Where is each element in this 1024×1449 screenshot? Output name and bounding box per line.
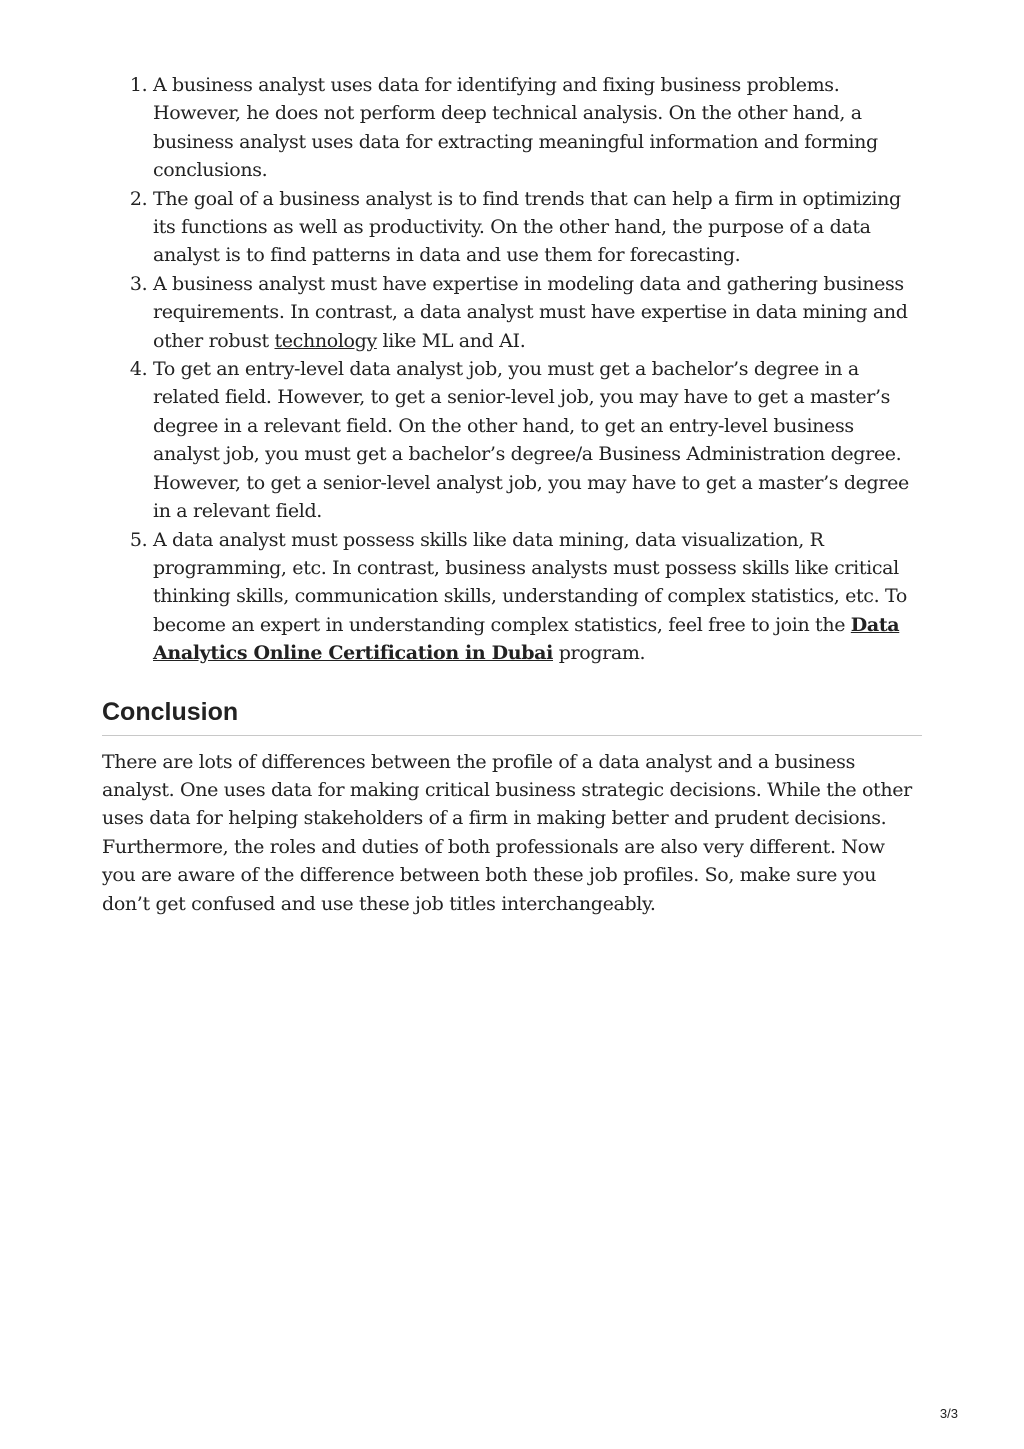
differences-list [102,71,922,668]
technology-link[interactable]: technology [274,329,377,352]
list-item-text: A business analyst must have expertise in modeling data and gathering business requirements. In contrast, a data analyst must have expertise in data mining and other robust [153,272,908,352]
article-content [102,71,922,918]
list-item-text: The goal of a business analyst is to find trends that can help a firm in optimizing its functions as well as productivity. On the other hand, the purpose of a data analyst is to find patterns in data and use them for forecasting. [153,187,901,267]
list-item [153,526,922,668]
conclusion-heading: Conclusion [102,698,922,736]
conclusion-paragraph: There are lots of differences between the profile of a data analyst and a business analyst. One uses data for making critical business strategic decisions. While the other uses data for helping stakeholders of a firm in making better and prudent decisions. Furthermore, the roles and duties of both professionals are also very different. Now you are aware of the difference between both these job profiles. So, make sure you don’t get confused and use these job titles interchangeably. [102,750,912,915]
list-item-text: To get an entry-level data analyst job, you must get a bachelor’s degree in a related field. However, to get a senior-level job, you may have to get a master’s degree in a relevant field. On the other hand, to get an entry-level business analyst job, you must get a bachelor’s degree/a Business Administration degree. However, to get a senior-level analyst job, you may have to get a master’s degree in a relevant field. [153,358,909,523]
list-item [153,185,922,270]
list-item-text: A data analyst must possess skills like data mining, data visualization, R programming, etc. In contrast, business analysts must possess skills like critical thinking skills, communication skills, understanding of complex statistics, etc. To become an expert in understanding complex statistics, feel free to join the [153,528,907,636]
certification-link[interactable]: Data Analytics Online Certification in Dubai [153,613,900,665]
list-item-text: A business analyst uses data for identifying and fixing business problems. However, he does not perform deep technical analysis. On the other hand, a business analyst uses data for extracting meaningful information and forming conclusions. [153,74,878,182]
list-item [153,71,922,185]
list-item [153,355,922,525]
list-item-text: program. [553,642,646,665]
list-item-text: like ML and AI. [376,329,526,352]
page-number: 3/3 [939,1406,958,1421]
list-item [153,270,922,355]
